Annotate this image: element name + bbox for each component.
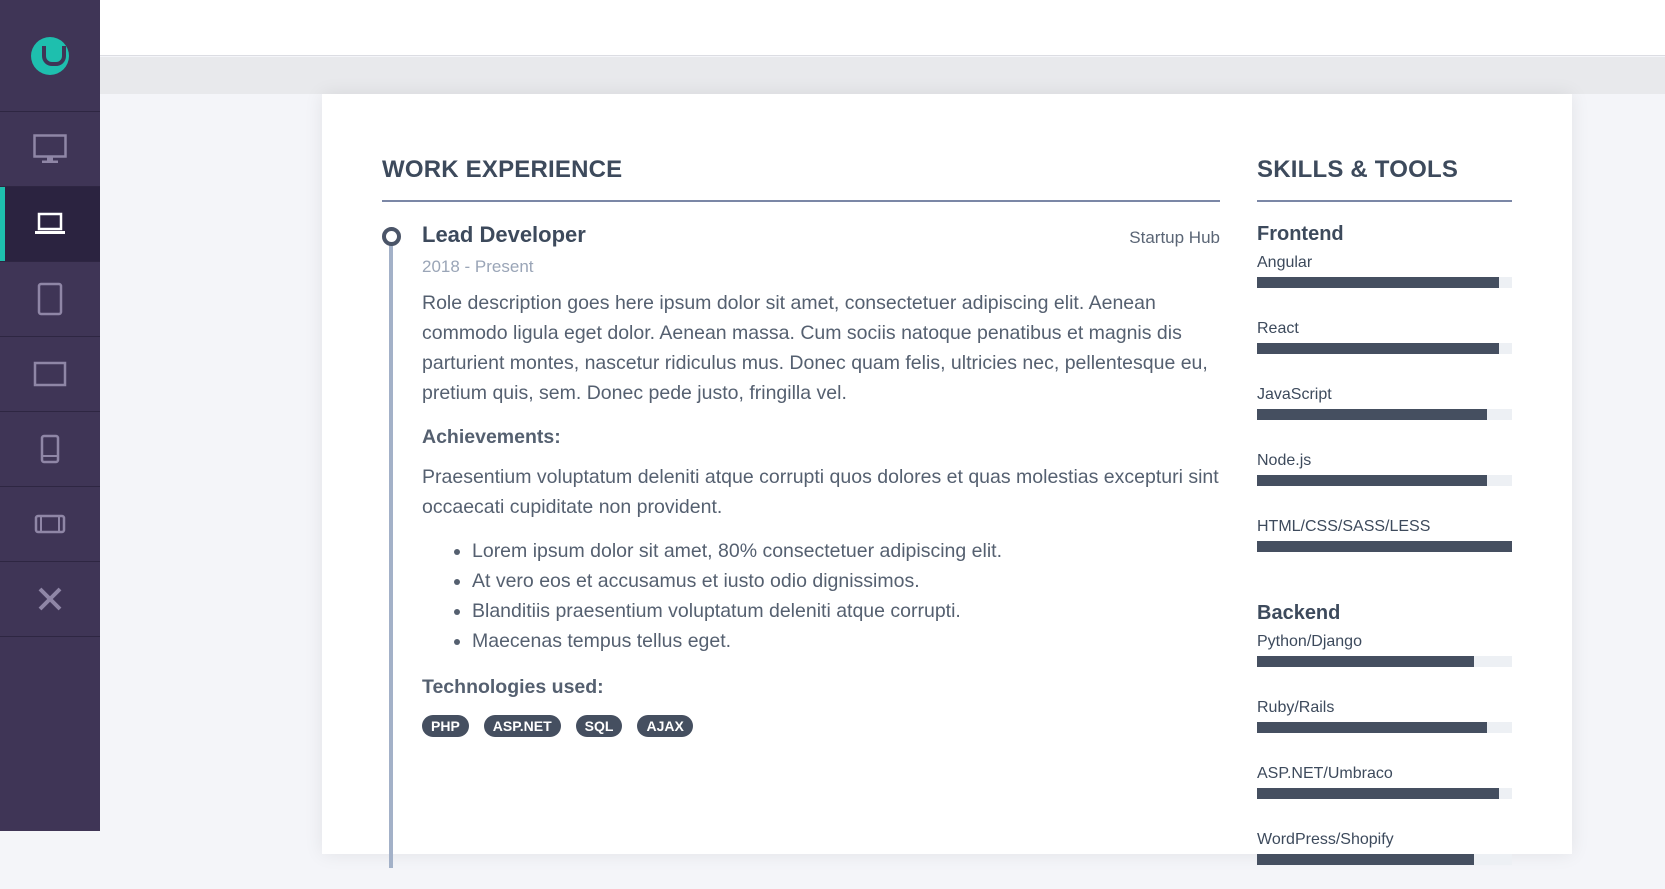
list-item: • Blanditiis praesentium voluptatum deleniti atque corrupti. <box>472 596 1220 626</box>
technology-tags <box>422 715 1220 737</box>
skills-section <box>1257 94 1512 889</box>
skill-bar-fill <box>1257 788 1499 799</box>
skill-item <box>1257 633 1512 691</box>
skill-name: WordPress/Shopify <box>1257 831 1394 848</box>
job-date: 2018 - Present <box>422 257 534 276</box>
nav-tablet[interactable] <box>0 262 100 337</box>
tech-tag: AJAX <box>637 715 692 737</box>
skill-bar-fill <box>1257 541 1512 552</box>
tech-tag: PHP <box>422 715 469 737</box>
skill-bar <box>1257 722 1512 733</box>
skill-group-backend: Backend <box>1257 602 1341 624</box>
tech-tag: SQL <box>576 715 623 737</box>
timeline-line <box>389 228 393 868</box>
skill-bar <box>1257 541 1512 552</box>
top-bar <box>100 0 1665 56</box>
mobile-icon <box>40 434 60 464</box>
job-company: Startup Hub <box>1129 228 1220 247</box>
skill-bar-fill <box>1257 475 1487 486</box>
desktop-icon <box>33 134 67 164</box>
nav-close[interactable] <box>0 562 100 637</box>
tablet-icon <box>37 282 63 316</box>
mobile-landscape-icon <box>34 514 66 534</box>
list-item: • Maecenas tempus tellus eget. <box>472 626 1220 656</box>
skill-name: Angular <box>1257 254 1313 271</box>
skill-item <box>1257 452 1512 510</box>
skill-bar-fill <box>1257 277 1499 288</box>
skill-bar-fill <box>1257 722 1487 733</box>
logo-icon[interactable] <box>31 37 69 75</box>
skill-bar <box>1257 854 1512 865</box>
skill-name: Node.js <box>1257 452 1312 469</box>
skills-title: SKILLS & TOOLS <box>1257 94 1512 202</box>
skill-item <box>1257 386 1512 444</box>
work-experience-section <box>382 94 1220 734</box>
skill-group-frontend: Frontend <box>1257 223 1344 245</box>
laptop-icon <box>34 212 66 236</box>
achievements-heading: Achievements: <box>422 426 561 448</box>
resume-page <box>322 94 1572 854</box>
skill-bar-fill <box>1257 409 1487 420</box>
achievements-list <box>422 536 1220 656</box>
skill-name: React <box>1257 320 1299 337</box>
nav-mobile-landscape[interactable] <box>0 487 100 562</box>
skill-bar <box>1257 656 1512 667</box>
skill-item <box>1257 518 1512 576</box>
skill-name: ASP.NET/Umbraco <box>1257 765 1393 782</box>
skill-item <box>1257 699 1512 757</box>
skill-item <box>1257 831 1512 889</box>
skill-bar <box>1257 343 1512 354</box>
tablet-landscape-icon <box>33 361 67 387</box>
skill-item <box>1257 320 1512 378</box>
skill-bar <box>1257 277 1512 288</box>
skill-item <box>1257 765 1512 823</box>
nav-tablet-landscape[interactable] <box>0 337 100 412</box>
job-entry <box>422 222 1220 737</box>
skill-bar-fill <box>1257 343 1499 354</box>
sidebar <box>0 0 100 831</box>
skill-bar <box>1257 788 1512 799</box>
toolbar-band <box>100 57 1665 94</box>
job-title: Lead Developer <box>422 222 586 247</box>
tech-tag: ASP.NET <box>484 715 561 737</box>
skill-bar-fill <box>1257 656 1474 667</box>
logo-area <box>0 0 100 112</box>
skill-bar-fill <box>1257 854 1474 865</box>
list-item: • Lorem ipsum dolor sit amet, 80% consectetuer adipiscing elit. <box>472 536 1220 566</box>
work-experience-title: WORK EXPERIENCE <box>382 94 1220 202</box>
achievements-text: Praesentium voluptatum deleniti atque corrupti quos dolores et quas molestias excepturi sint occaecati cupiditate non provident. <box>422 466 1219 518</box>
timeline-dot <box>382 227 401 246</box>
job-description: Role description goes here ipsum dolor sit amet, consectetuer adipiscing elit. Aenean commodo ligula eget dolor. Aenean massa. Cum sociis natoque penatibus et magnis dis parturient montes, nascetur ridiculus mus. Donec quam felis, ultricies nec, pellentesque eu, pretium quis, sem. Donec pede justo, fringilla vel. <box>422 292 1208 404</box>
skill-name: Python/Django <box>1257 633 1362 650</box>
skill-bar <box>1257 475 1512 486</box>
skill-bar <box>1257 409 1512 420</box>
nav-laptop[interactable] <box>0 187 100 262</box>
skill-name: HTML/CSS/SASS/LESS <box>1257 518 1431 535</box>
close-icon <box>37 586 63 612</box>
nav-desktop[interactable] <box>0 112 100 187</box>
list-item: • At vero eos et accusamus et iusto odio dignissimos. <box>472 566 1220 596</box>
technologies-heading: Technologies used: <box>422 676 604 698</box>
skill-name: JavaScript <box>1257 386 1332 403</box>
nav-mobile[interactable] <box>0 412 100 487</box>
skill-name: Ruby/Rails <box>1257 699 1335 716</box>
skill-item <box>1257 254 1512 312</box>
